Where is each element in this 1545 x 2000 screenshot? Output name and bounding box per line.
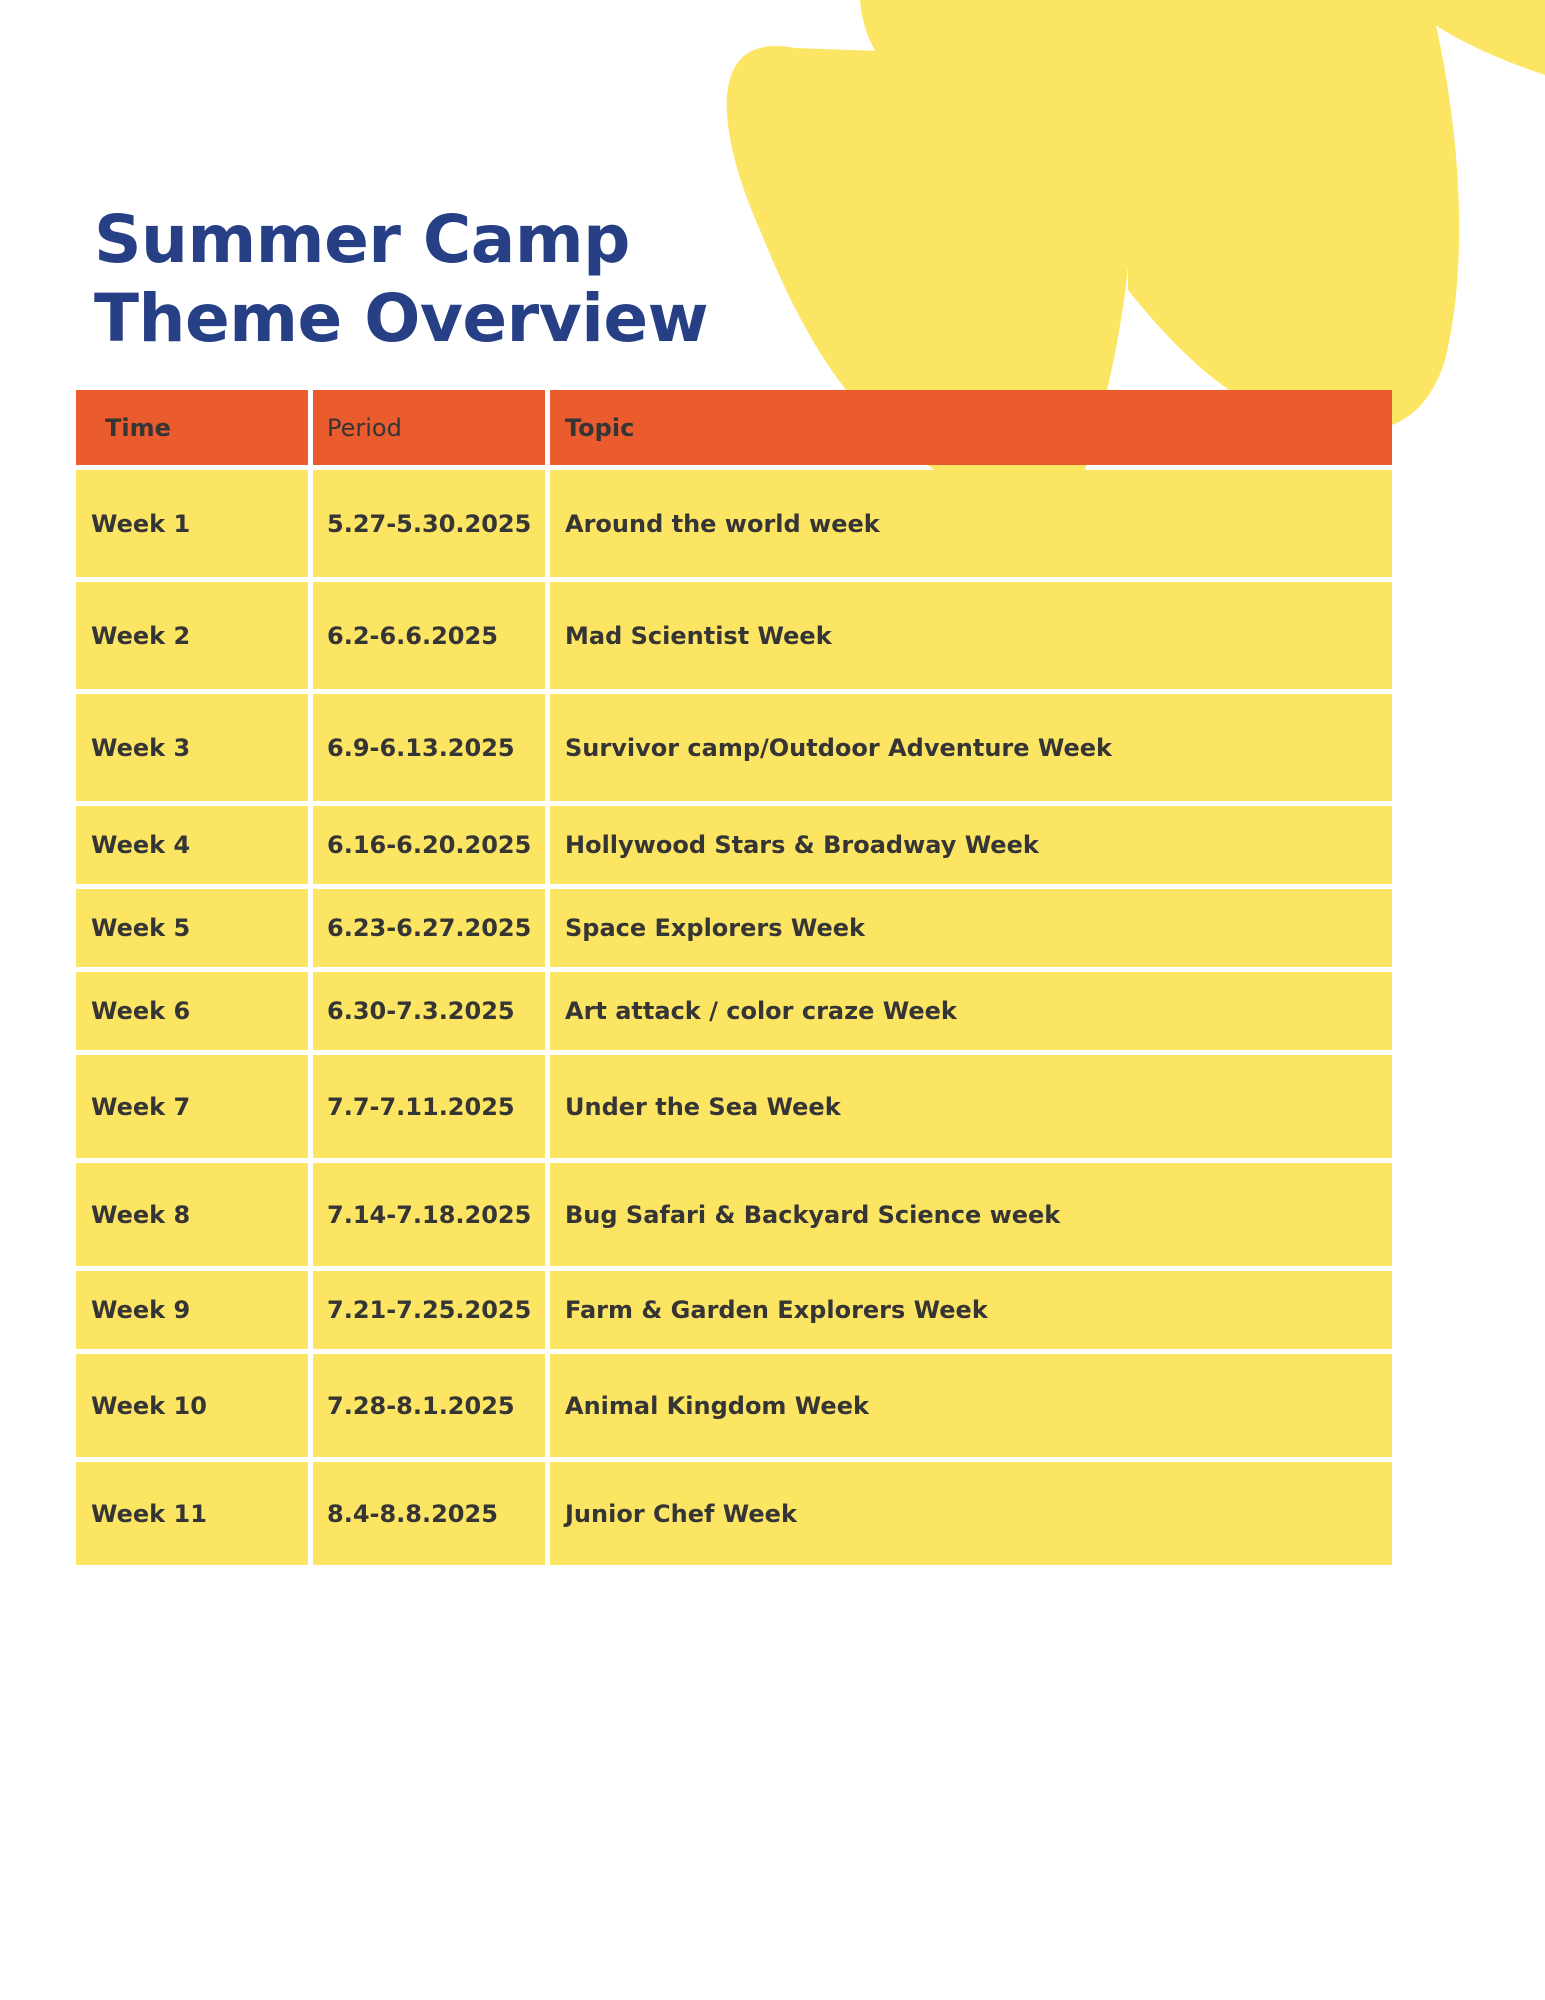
cell-period: 7.7-7.11.2025 <box>313 1055 545 1158</box>
cell-period: 7.14-7.18.2025 <box>313 1163 545 1266</box>
table-row <box>76 806 1392 884</box>
cell-period: 6.30-7.3.2025 <box>313 972 545 1050</box>
cell-topic: Farm & Garden Explorers Week <box>550 1271 1392 1349</box>
table-row <box>76 1462 1392 1565</box>
cell-time: Week 7 <box>76 1055 308 1158</box>
cell-period: 6.9-6.13.2025 <box>313 694 545 801</box>
cell-topic: Hollywood Stars & Broadway Week <box>550 806 1392 884</box>
cell-topic: Survivor camp/Outdoor Adventure Week <box>550 694 1392 801</box>
cell-period: 8.4-8.8.2025 <box>313 1462 545 1565</box>
cell-topic: Around the world week <box>550 470 1392 577</box>
cell-time: Week 10 <box>76 1354 308 1457</box>
cell-topic: Bug Safari & Backyard Science week <box>550 1163 1392 1266</box>
cell-period: 7.28-8.1.2025 <box>313 1354 545 1457</box>
table-row <box>76 1354 1392 1457</box>
cell-topic: Mad Scientist Week <box>550 582 1392 689</box>
cell-topic: Animal Kingdom Week <box>550 1354 1392 1457</box>
header-time: Time <box>76 390 308 465</box>
cell-time: Week 5 <box>76 889 308 967</box>
page-title <box>94 200 708 358</box>
table-row <box>76 1055 1392 1158</box>
cell-time: Week 3 <box>76 694 308 801</box>
table-row <box>76 694 1392 801</box>
table-row <box>76 470 1392 577</box>
cell-period: 6.16-6.20.2025 <box>313 806 545 884</box>
title-line-1: Summer Camp <box>94 201 630 278</box>
cell-period: 6.23-6.27.2025 <box>313 889 545 967</box>
cell-topic: Space Explorers Week <box>550 889 1392 967</box>
cell-time: Week 8 <box>76 1163 308 1266</box>
cell-period: 6.2-6.6.2025 <box>313 582 545 689</box>
cell-time: Week 9 <box>76 1271 308 1349</box>
table-row <box>76 582 1392 689</box>
table-row <box>76 972 1392 1050</box>
cell-time: Week 2 <box>76 582 308 689</box>
header-topic: Topic <box>550 390 1392 465</box>
table-row <box>76 1271 1392 1349</box>
table-row <box>76 1163 1392 1266</box>
table-header-row <box>76 390 1392 465</box>
cell-topic: Junior Chef Week <box>550 1462 1392 1565</box>
table-row <box>76 889 1392 967</box>
cell-time: Week 11 <box>76 1462 308 1565</box>
cell-time: Week 6 <box>76 972 308 1050</box>
cell-time: Week 1 <box>76 470 308 577</box>
header-period: Period <box>313 390 545 465</box>
title-line-2: Theme Overview <box>94 280 709 357</box>
cell-period: 5.27-5.30.2025 <box>313 470 545 577</box>
schedule-table <box>76 390 1392 1570</box>
cell-topic: Art attack / color craze Week <box>550 972 1392 1050</box>
cell-topic: Under the Sea Week <box>550 1055 1392 1158</box>
cell-time: Week 4 <box>76 806 308 884</box>
cell-period: 7.21-7.25.2025 <box>313 1271 545 1349</box>
